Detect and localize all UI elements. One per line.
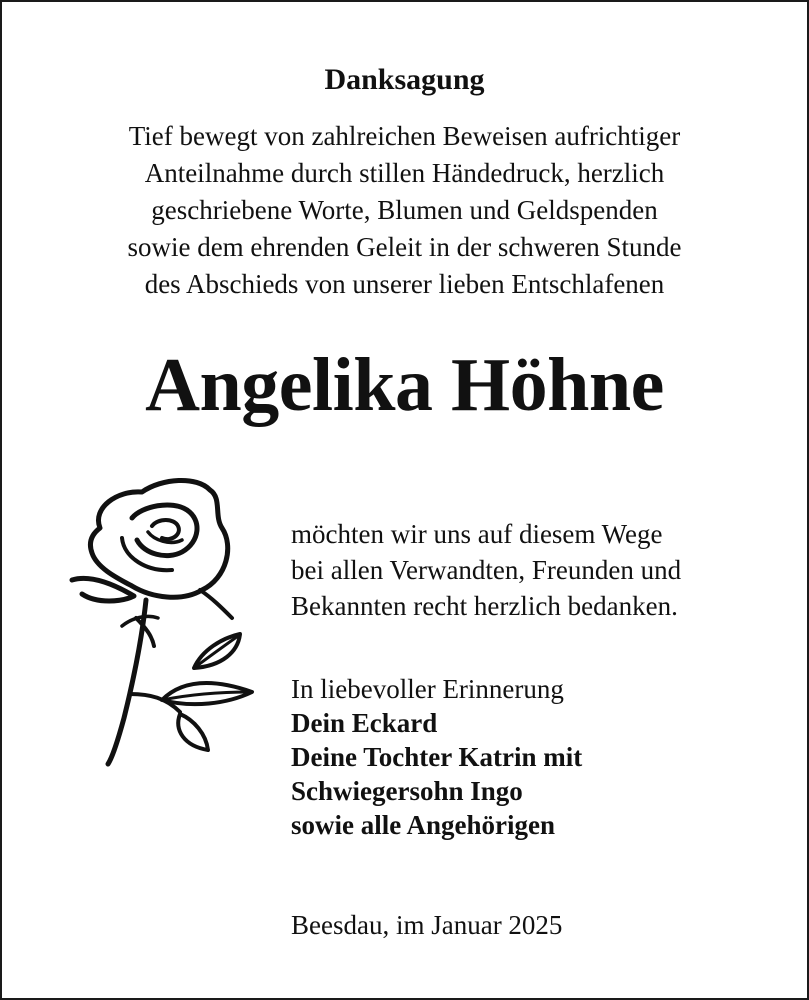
rose-icon — [62, 468, 262, 768]
signature-name: Deine Tochter Katrin mit — [291, 742, 583, 772]
signature-intro: In liebevoller Erinnerung — [291, 674, 564, 704]
thanks-line: bei allen Verwandten, Freunden und — [291, 555, 682, 585]
intro-line: geschriebene Worte, Blumen und Geldspenden — [151, 195, 658, 225]
intro-line: des Abschieds von unserer lieben Entschlafenen — [144, 269, 665, 299]
thanks-line: Bekannten recht herzlich bedanken. — [291, 591, 678, 621]
signature-block — [291, 672, 582, 842]
thanks-text — [291, 516, 681, 624]
signature-name: Schwiegersohn Ingo — [291, 776, 523, 806]
intro-line: Tief bewegt von zahlreichen Beweisen aufrichtiger — [128, 121, 681, 151]
deceased-name: Angelika Höhne — [145, 343, 664, 427]
place-date: Beesdau, im Januar 2025 — [291, 910, 563, 940]
intro-line: Anteilnahme durch stillen Händedruck, herzlich — [144, 158, 665, 188]
intro-line: sowie dem ehrenden Geleit in der schweren Stunde — [127, 232, 682, 262]
notice-heading: Danksagung — [324, 63, 485, 96]
signature-name: sowie alle Angehörigen — [291, 810, 555, 840]
signature-name: Dein Eckard — [291, 708, 438, 738]
intro-text — [0, 118, 809, 303]
thanks-line: möchten wir uns auf diesem Wege — [291, 519, 663, 549]
